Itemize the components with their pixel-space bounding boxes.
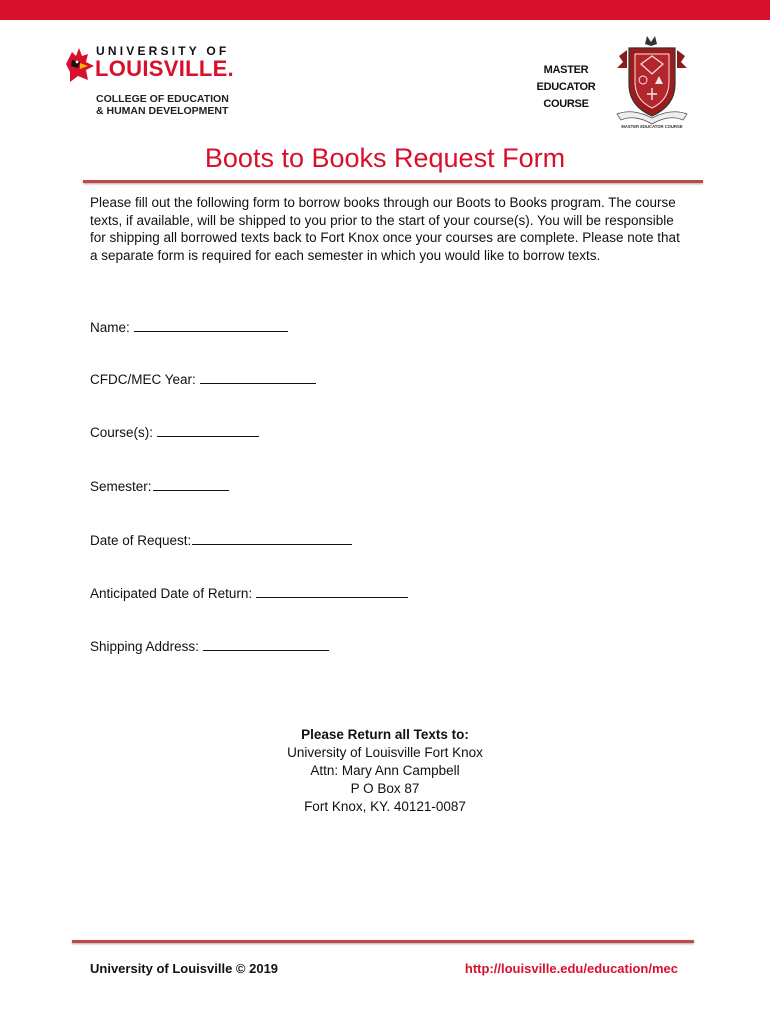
shipping-blank[interactable] xyxy=(203,637,329,651)
college-line-1: COLLEGE OF EDUCATION xyxy=(96,93,229,105)
return-heading: Please Return all Texts to: xyxy=(301,727,469,742)
date-request-blank[interactable] xyxy=(192,531,352,545)
mec-line-1: MASTER xyxy=(543,64,589,76)
title-divider xyxy=(83,180,703,183)
date-request-field xyxy=(90,531,352,548)
shipping-field xyxy=(90,637,329,654)
date-return-blank[interactable] xyxy=(256,584,408,598)
return-line-3: P O Box 87 xyxy=(350,781,420,796)
date-return-field xyxy=(90,584,408,601)
college-name xyxy=(96,93,229,117)
name-label: Name: xyxy=(90,320,130,335)
shipping-label: Shipping Address: xyxy=(90,639,199,654)
cardinal-icon xyxy=(62,46,96,84)
year-blank[interactable] xyxy=(200,370,316,384)
page-title: Boots to Books Request Form xyxy=(204,143,566,173)
semester-blank[interactable] xyxy=(153,477,229,491)
name-blank[interactable] xyxy=(134,318,288,332)
return-line-2: Attn: Mary Ann Campbell xyxy=(310,763,460,778)
return-line-4: Fort Knox, KY. 40121-0087 xyxy=(304,799,466,814)
louisville-wordmark: LOUISVILLE. xyxy=(95,56,234,81)
courses-label: Course(s): xyxy=(90,425,154,440)
footer-url-link[interactable]: http://louisville.edu/education/mec xyxy=(464,961,678,976)
mec-line-2: EDUCATOR xyxy=(536,81,596,93)
year-field xyxy=(90,370,316,387)
semester-label: Semester: xyxy=(90,479,152,494)
return-line-1: University of Louisville Fort Knox xyxy=(287,745,483,760)
return-address-block xyxy=(0,726,770,816)
master-educator-crest-icon xyxy=(613,34,691,130)
date-return-label: Anticipated Date of Return: xyxy=(90,586,253,601)
mec-label xyxy=(526,62,606,113)
university-of-text: UNIVERSITY OF xyxy=(96,44,230,58)
college-line-2: & HUMAN DEVELOPMENT xyxy=(96,105,229,117)
semester-field xyxy=(90,477,229,494)
crest-caption: MASTER EDUCATOR COURSE xyxy=(621,124,683,129)
footer-divider xyxy=(72,940,694,943)
mec-line-3: COURSE xyxy=(543,98,589,110)
university-logo xyxy=(62,42,252,122)
courses-field xyxy=(90,423,259,440)
date-request-label: Date of Request: xyxy=(90,533,192,548)
intro-paragraph: Please fill out the following form to borrow books through our Boots to Books program. The course texts, if available, will be shipped to you prior to the start of your course(s). You will be responsible for shipping all borrowed texts back to Fort Knox once your courses are complete. Please note that a separate form is required for each semester in which you would like to borrow texts. xyxy=(90,195,680,263)
top-red-bar xyxy=(0,0,770,20)
year-label: CFDC/MEC Year: xyxy=(90,372,196,387)
name-field xyxy=(90,318,288,335)
courses-blank[interactable] xyxy=(157,423,259,437)
footer-copyright: University of Louisville © 2019 xyxy=(90,961,279,976)
